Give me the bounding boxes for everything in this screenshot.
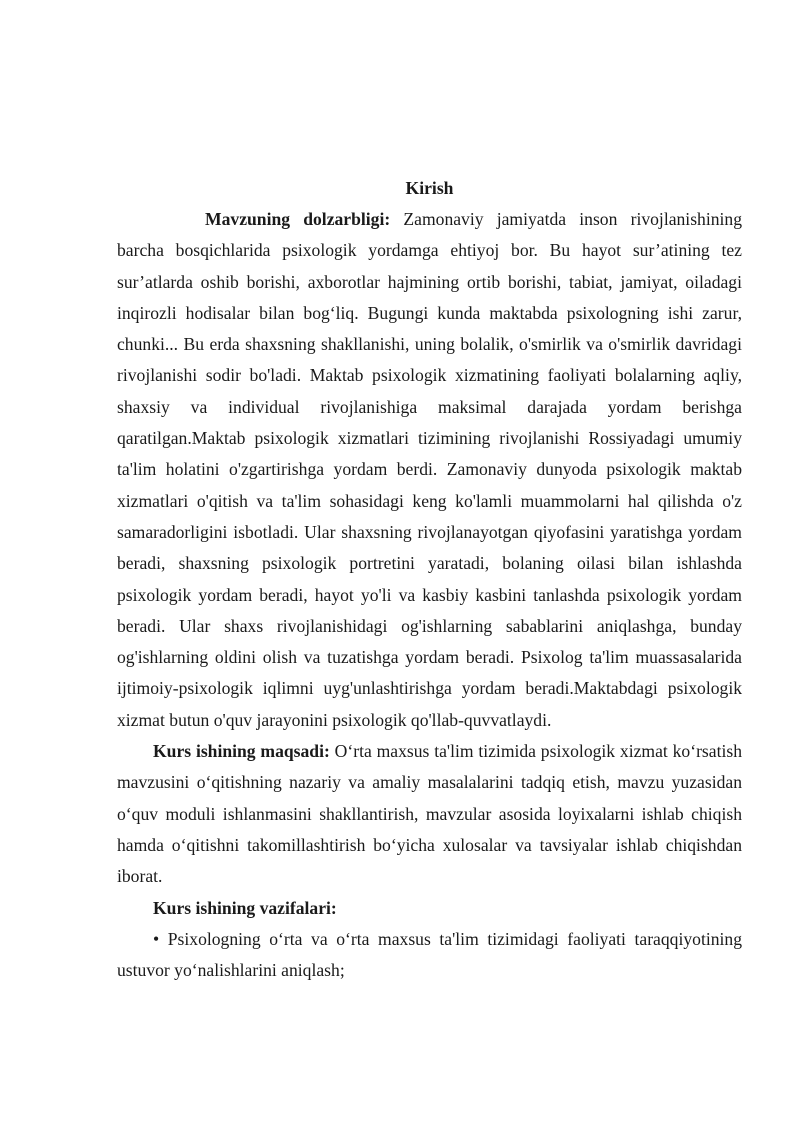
tasks-heading-paragraph xyxy=(117,893,742,924)
relevance-label: Mavzuning dolzarbligi: xyxy=(205,209,391,229)
tasks-label: Kurs ishining vazifalari: xyxy=(153,897,337,918)
section-title: Kirish xyxy=(405,178,454,198)
task-item-paragraph: • Psixologning o‘rta va o‘rta maxsus ta'lim tizimidagi faoliyati taraqqiyotining ustuvor yo‘nalishlarini aniqlash; xyxy=(117,928,742,981)
goal-text: O‘rta maxsus ta'lim tizimida psixologik xizmat ko‘rsatish mavzusini o‘qitishning nazariy va amaliy masalalarini tadqiq etish, mavzu yuzasidan o‘quv moduli ishlanmasini shakllantirish, mavzular asosida loyixalarni ishlab chiqish hamda o‘qitishni takomillashtirish bo‘yicha xulosalar va tavsiyalar ishlab chiqishdan iborat. xyxy=(117,741,742,887)
goal-label: Kurs ishining maqsadi: xyxy=(153,741,330,762)
relevance-paragraph xyxy=(117,204,742,736)
relevance-text: Zamonaviy jamiyatda inson rivojlanishining barcha bosqichlarida psixologik yordamga ehtiyoj bor. Bu hayot sur’atining tez sur’atlarda oshib borishi, axborotlar hajmining ortib borishi, tabiat, jamiyat, oiladagi inqirozli hodisalar bilan bog‘liq. Bugungi kunda maktabda psixologning ishi zarur, chunki... Bu erda shaxsning shakllanishi, uning bolalik, o'smirlik va o'smirlik davridagi rivojlanishi sodir bo'ladi. Maktab psixologik xizmatining faoliyati bolalarning aqliy, shaxsiy va individual rivojlanishiga maksimal darajada yordam berishga qaratilgan.Maktab psixologik xizmatlari tizimining rivojlanishi Rossiyadagi umumiy ta'lim holatini o'zgartirishga yordam berdi. Zamonaviy dunyoda psixologik maktab xizmatlari o'qitish va ta'lim sohasidagi keng ko'lamli muammolarni hal qilishda o'z samaradorligini isbotladi. Ular shaxsning rivojlanayotgan qiyofasini yaratishga yordam beradi, shaxsning psixologik portretini yaratadi, bolaning oilasi bilan ishlashda psixologik yordam beradi, hayot yo'li va kasbiy kasbini tanlashda psixologik yordam beradi. Ular shaxs rivojlanishidagi og'ishlarning sabablarini aniqlashga, bunday og'ishlarning oldini olish va tuzatishga yordam beradi. Psixolog ta'lim muassasalarida ijtimoiy-psixologik iqlimni uyg'unlashtirishga yordam beradi.Maktabdagi psixologik xizmat butun o'quv jarayonini psixologik qo'llab-quvvatlaydi. xyxy=(117,209,743,730)
document-body xyxy=(117,173,742,986)
goal-paragraph xyxy=(117,736,742,892)
